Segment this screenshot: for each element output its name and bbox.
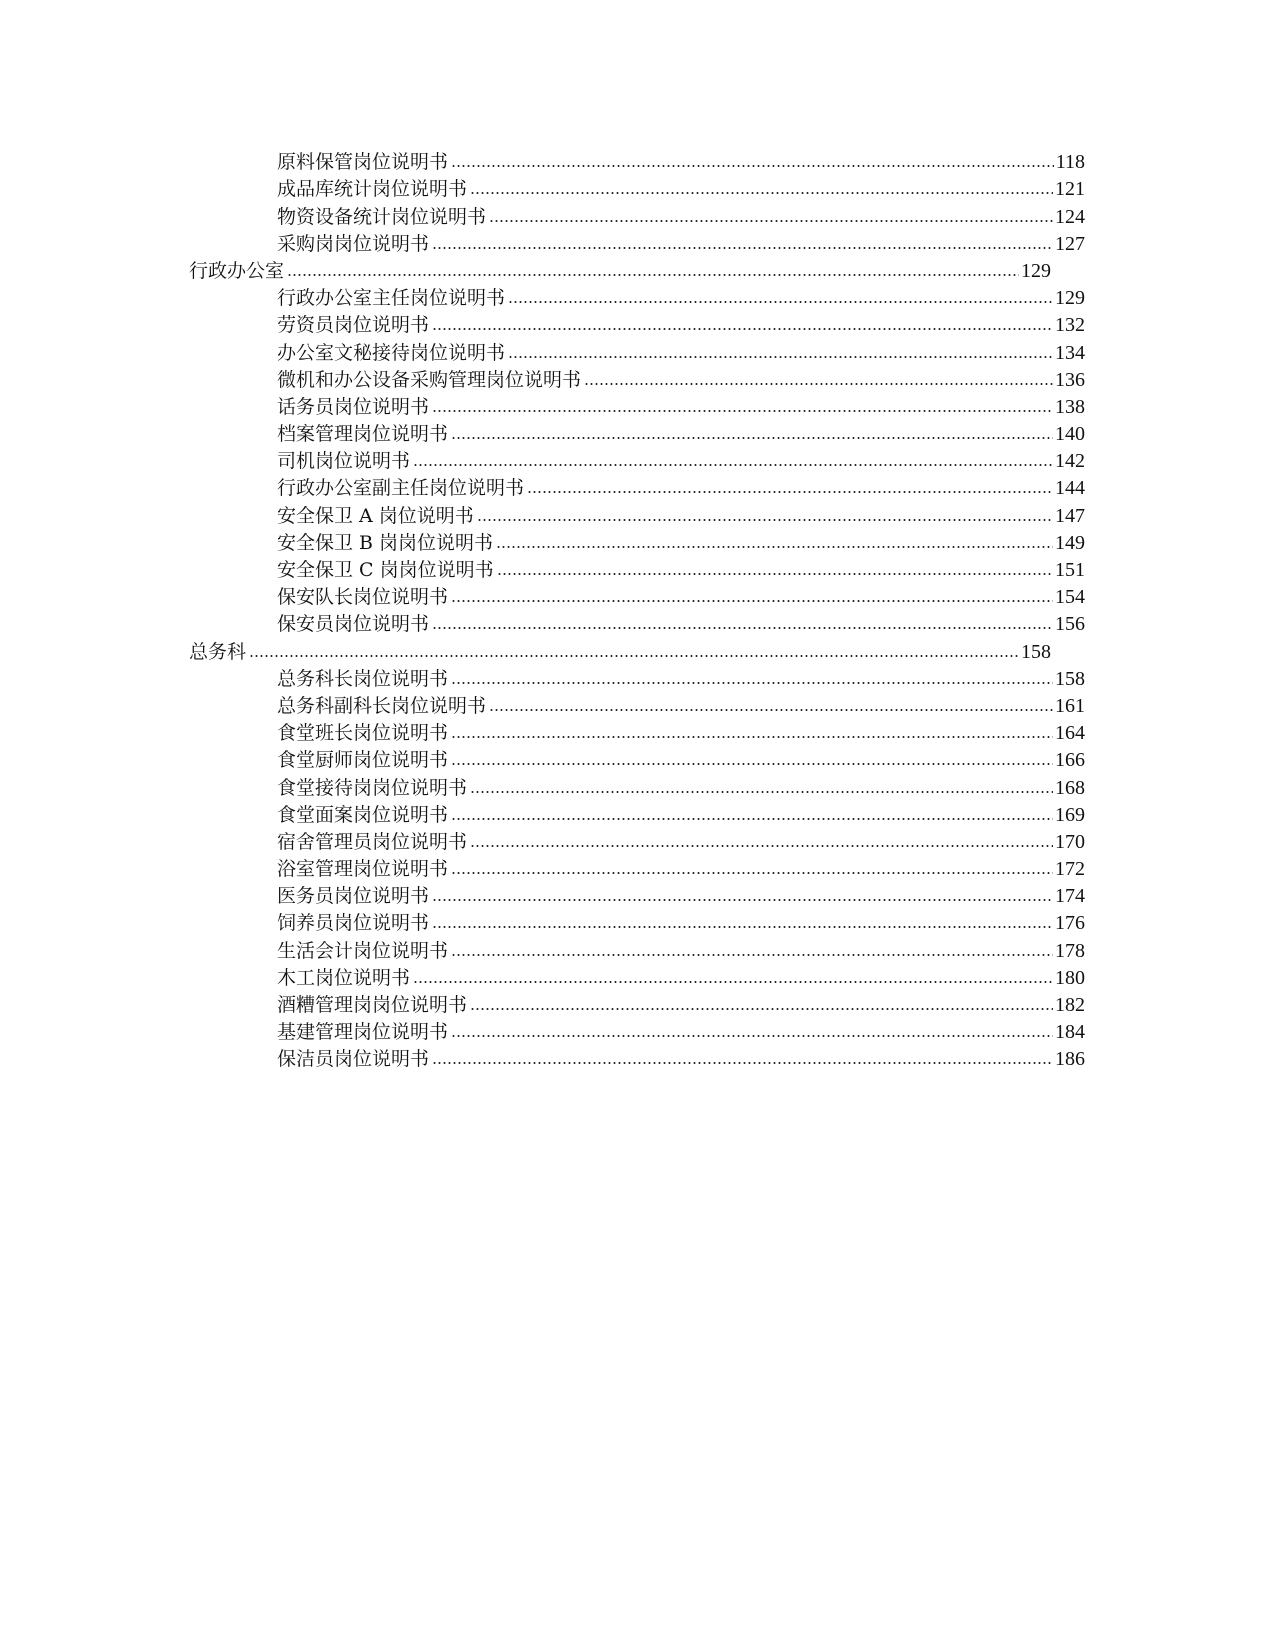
dot-leader <box>451 436 1053 440</box>
toc-entry-title: 基建管理岗位说明书 <box>277 1021 449 1044</box>
toc-entry[interactable] <box>277 472 1085 499</box>
toc-page-number: 132 <box>1055 314 1085 337</box>
table-of-contents <box>0 146 1275 1070</box>
dot-leader <box>432 409 1053 413</box>
toc-page-number: 136 <box>1055 368 1085 391</box>
dot-leader <box>451 599 1053 603</box>
toc-page-number: 118 <box>1055 151 1085 174</box>
toc-page-number: 170 <box>1055 830 1085 853</box>
dot-leader <box>451 953 1053 957</box>
toc-entry[interactable] <box>277 717 1085 744</box>
toc-page-number: 138 <box>1055 395 1085 418</box>
toc-entry[interactable] <box>277 173 1085 200</box>
toc-entry[interactable] <box>277 1016 1085 1043</box>
toc-page-number: 161 <box>1055 694 1085 717</box>
toc-entry[interactable] <box>277 608 1085 635</box>
toc-entry-title: 档案管理岗位说明书 <box>277 423 449 446</box>
dot-leader <box>432 327 1053 331</box>
toc-entry-title: 劳资员岗位说明书 <box>277 314 430 337</box>
dot-leader <box>477 518 1053 522</box>
toc-entry-title: 行政办公室副主任岗位说明书 <box>277 477 525 500</box>
dot-leader <box>432 246 1053 250</box>
toc-entry-title: 总务科副科长岗位说明书 <box>277 694 487 717</box>
toc-entry-title: 木工岗位说明书 <box>277 966 411 989</box>
toc-entry[interactable] <box>277 228 1085 255</box>
toc-page-number: 134 <box>1055 341 1085 364</box>
toc-page-number: 129 <box>1055 287 1085 310</box>
toc-page-number: 158 <box>1055 667 1085 690</box>
toc-entry[interactable] <box>277 690 1085 717</box>
dot-leader <box>432 925 1053 929</box>
toc-entry-title: 生活会计岗位说明书 <box>277 939 449 962</box>
toc-page-number: 186 <box>1055 1048 1085 1071</box>
toc-entry[interactable] <box>277 391 1085 418</box>
toc-page-number: 147 <box>1055 504 1085 527</box>
dot-leader <box>451 735 1053 739</box>
dot-leader <box>432 1061 1053 1065</box>
toc-page-number: 184 <box>1055 1021 1085 1044</box>
toc-entry[interactable] <box>277 989 1085 1016</box>
toc-entry-title: 安全保卫 C 岗岗位说明书 <box>277 559 494 581</box>
toc-page-number: 164 <box>1055 722 1085 745</box>
toc-page-number: 169 <box>1055 803 1085 826</box>
toc-entry-title: 保洁员岗位说明书 <box>277 1048 430 1071</box>
toc-entry-title: 行政办公室 <box>189 259 285 282</box>
toc-page-number: 140 <box>1055 423 1085 446</box>
toc-entry-title: 食堂面案岗位说明书 <box>277 803 449 826</box>
toc-page-number: 182 <box>1055 994 1085 1016</box>
dot-leader <box>496 545 1053 549</box>
toc-page-number: 180 <box>1055 966 1085 989</box>
toc-entry[interactable] <box>277 744 1085 771</box>
toc-entry[interactable] <box>277 282 1085 309</box>
toc-page-number: 174 <box>1055 885 1085 908</box>
toc-entry[interactable] <box>277 962 1085 989</box>
toc-entry[interactable] <box>277 853 1085 880</box>
dot-leader <box>470 1007 1053 1011</box>
toc-page-number: 176 <box>1055 912 1085 935</box>
dot-leader <box>470 191 1053 195</box>
toc-section-entry[interactable] <box>189 635 1051 662</box>
toc-entry-title: 食堂接待岗岗位说明书 <box>277 776 468 799</box>
dot-leader <box>451 1034 1053 1038</box>
toc-entry[interactable] <box>277 880 1085 907</box>
toc-entry-title: 安全保卫 A 岗位说明书 <box>277 504 474 527</box>
dot-leader <box>584 382 1053 386</box>
dot-leader <box>432 898 1053 902</box>
toc-entry-title: 宿舍管理员岗位说明书 <box>277 830 468 853</box>
toc-entry[interactable] <box>277 200 1085 227</box>
dot-leader <box>451 164 1054 168</box>
toc-entry[interactable] <box>277 309 1085 336</box>
toc-entry-title: 医务员岗位说明书 <box>277 885 430 908</box>
dot-leader <box>451 681 1053 685</box>
toc-entry-title: 成品库统计岗位说明书 <box>277 178 468 201</box>
toc-entry[interactable] <box>277 336 1085 363</box>
dot-leader <box>451 871 1053 875</box>
toc-entry[interactable] <box>277 799 1085 826</box>
dot-leader <box>527 490 1053 494</box>
dot-leader <box>413 463 1053 467</box>
toc-entry-title: 总务科长岗位说明书 <box>277 667 449 690</box>
toc-page-number: 124 <box>1055 205 1085 228</box>
toc-entry[interactable] <box>277 499 1085 526</box>
toc-entry[interactable] <box>277 826 1085 853</box>
dot-leader <box>432 626 1053 630</box>
toc-page-number: 178 <box>1055 939 1085 962</box>
toc-entry-title: 食堂厨师岗位说明书 <box>277 749 449 772</box>
toc-entry-title: 总务科 <box>189 640 247 663</box>
toc-page-number: 154 <box>1055 586 1085 609</box>
toc-page-number: 144 <box>1055 477 1085 500</box>
toc-entry-title: 话务员岗位说明书 <box>277 395 430 418</box>
toc-page-number: 127 <box>1055 232 1085 255</box>
toc-page-number: 121 <box>1055 178 1085 201</box>
toc-entry-title: 保安队长岗位说明书 <box>277 586 449 609</box>
toc-entry-title: 安全保卫 B 岗岗位说明书 <box>277 531 494 554</box>
toc-page-number: 149 <box>1055 531 1085 554</box>
toc-entry-title: 办公室文秘接待岗位说明书 <box>277 341 506 364</box>
dot-leader <box>451 762 1053 766</box>
toc-entry-title: 保安员岗位说明书 <box>277 613 430 636</box>
dot-leader <box>489 219 1053 223</box>
toc-page-number: 142 <box>1055 450 1085 473</box>
dot-leader <box>508 355 1053 359</box>
toc-entry[interactable] <box>277 554 1085 581</box>
toc-entry-title: 采购岗岗位说明书 <box>277 232 430 255</box>
toc-entry[interactable] <box>277 771 1085 798</box>
toc-entry[interactable] <box>277 146 1085 173</box>
dot-leader <box>508 300 1053 304</box>
toc-page-number: 166 <box>1055 749 1085 772</box>
dot-leader <box>470 844 1053 848</box>
toc-entry[interactable] <box>277 581 1085 608</box>
dot-leader <box>249 654 1019 658</box>
toc-entry-title: 饲养员岗位说明书 <box>277 912 430 935</box>
dot-leader <box>287 273 1019 277</box>
dot-leader <box>489 708 1053 712</box>
toc-page-number: 156 <box>1055 613 1085 636</box>
toc-entry-title: 微机和办公设备采购管理岗位说明书 <box>277 368 582 391</box>
toc-section-entry[interactable] <box>189 255 1051 282</box>
toc-entry-title: 行政办公室主任岗位说明书 <box>277 287 506 310</box>
dot-leader <box>413 980 1053 984</box>
toc-entry[interactable] <box>277 1043 1085 1070</box>
toc-entry-title: 物资设备统计岗位说明书 <box>277 205 487 228</box>
toc-entry-title: 酒糟管理岗岗位说明书 <box>277 994 468 1016</box>
dot-leader <box>497 572 1053 576</box>
toc-entry-title: 司机岗位说明书 <box>277 450 411 473</box>
toc-entry[interactable] <box>277 527 1085 554</box>
toc-entry[interactable] <box>277 364 1085 391</box>
dot-leader <box>470 790 1053 794</box>
toc-entry-title: 浴室管理岗位说明书 <box>277 858 449 881</box>
toc-entry[interactable] <box>277 934 1085 961</box>
toc-page-number: 172 <box>1055 858 1085 881</box>
dot-leader <box>451 817 1053 821</box>
toc-entry[interactable] <box>277 445 1085 472</box>
toc-page-number: 158 <box>1021 640 1051 663</box>
toc-entry-title: 原料保管岗位说明书 <box>277 151 449 174</box>
toc-page-number: 168 <box>1055 776 1085 799</box>
toc-entry-title: 食堂班长岗位说明书 <box>277 722 449 745</box>
toc-page-number: 151 <box>1055 559 1085 581</box>
toc-entry[interactable] <box>277 418 1085 445</box>
toc-entry[interactable] <box>277 907 1085 934</box>
toc-entry[interactable] <box>277 663 1085 690</box>
toc-page-number: 129 <box>1021 259 1051 282</box>
